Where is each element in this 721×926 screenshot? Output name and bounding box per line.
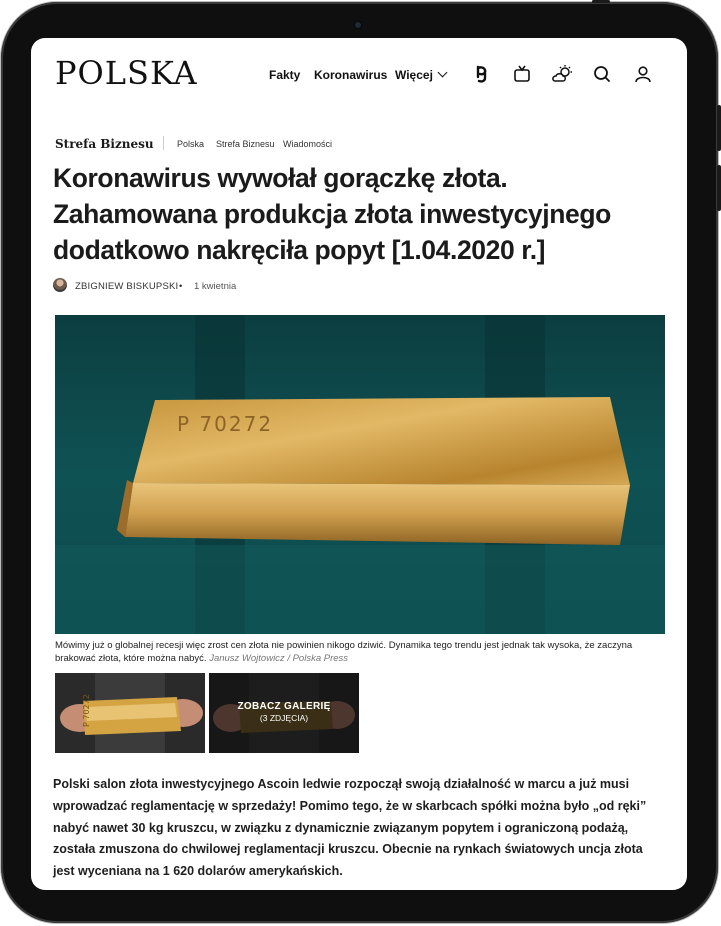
front-camera — [353, 20, 363, 30]
article-lead: Polski salon złota inwestycyjnego Ascoin ledwie rozpoczął swoją działalność w marcu a już musi wprowadzać reglamentację w sprzedaży! Pomimo tego, że w skarbcach spółki można było „od ręki” nabyć nawet 30 kg kruszcu, w związku z dynamicznie związanym popytem i ograniczoną podażą, została zmuszona do chwilowej reglamentacji kruszcu. Obecnie na rynkach światowych uncja złota jest wyceniana na 1 620 dolarów amerykańskich. — [53, 777, 647, 879]
gallery-count: (3 ZDJĘCIA) — [259, 713, 309, 723]
weather-icon[interactable] — [551, 64, 575, 84]
nav-item-wiecej-label: Więcej — [395, 68, 433, 82]
image-caption — [55, 640, 667, 665]
power-button — [592, 0, 610, 3]
volume-up-button — [717, 105, 721, 151]
gallery-thumbnail-1[interactable] — [55, 673, 205, 753]
chevron-down-icon — [437, 68, 447, 78]
top-navigation — [31, 38, 687, 108]
breadcrumb-polska[interactable]: Polska — [177, 139, 205, 149]
screen — [31, 38, 687, 890]
bar-stamp: P 70272 — [177, 412, 274, 436]
caption-text: Mówimy już o globalnej recesji więc zrost cen złota nie powinien nikogo dziwić. Dynamika tego trendu jest jednak tak wysoka, że zaczyna brakować złota, które można nabyć. — [55, 640, 633, 664]
section-brand[interactable]: Strefa Biznesu — [55, 137, 154, 151]
byline-separator: • — [179, 281, 183, 292]
site-logo[interactable]: POLSKA — [55, 54, 198, 92]
volume-down-button — [717, 165, 721, 211]
gallery-link[interactable]: ZOBACZ GALERIĘ — [237, 701, 331, 712]
thumbnail-photo — [55, 673, 205, 753]
article-title: Koronawirus wywołał gorączkę złota. Zahamowana produkcja złota inwestycyjnego dodatkowo nakręciła popyt [1.04.2020 r.] — [53, 163, 611, 265]
breadcrumb-wiadomosci[interactable]: Wiadomości — [283, 139, 333, 149]
gold-bar-photo — [55, 315, 665, 634]
nav-item-fakty[interactable]: Fakty — [269, 68, 301, 82]
nav-item-koronawirus[interactable]: Koronawirus — [314, 68, 388, 82]
search-icon[interactable] — [592, 64, 612, 84]
divider — [163, 136, 164, 150]
hero-image[interactable] — [55, 315, 665, 634]
g-icon[interactable] — [472, 64, 492, 84]
author-avatar[interactable] — [53, 278, 67, 292]
user-icon[interactable] — [633, 64, 653, 84]
gallery-thumbnail-more[interactable] — [209, 673, 359, 753]
gallery-overlay — [209, 701, 359, 723]
nav-item-wiecej[interactable] — [395, 68, 446, 82]
photo-credit: Janusz Wojtowicz / Polska Press — [209, 652, 349, 664]
publish-date: 1 kwietnia — [194, 281, 237, 292]
breadcrumb-strefa-biznesu[interactable]: Strefa Biznesu — [216, 139, 275, 149]
tv-icon[interactable] — [512, 64, 532, 84]
thumb-stamp: P 70272 — [82, 694, 91, 727]
author-name[interactable]: ZBIGNIEW BISKUPSKI — [75, 281, 179, 292]
